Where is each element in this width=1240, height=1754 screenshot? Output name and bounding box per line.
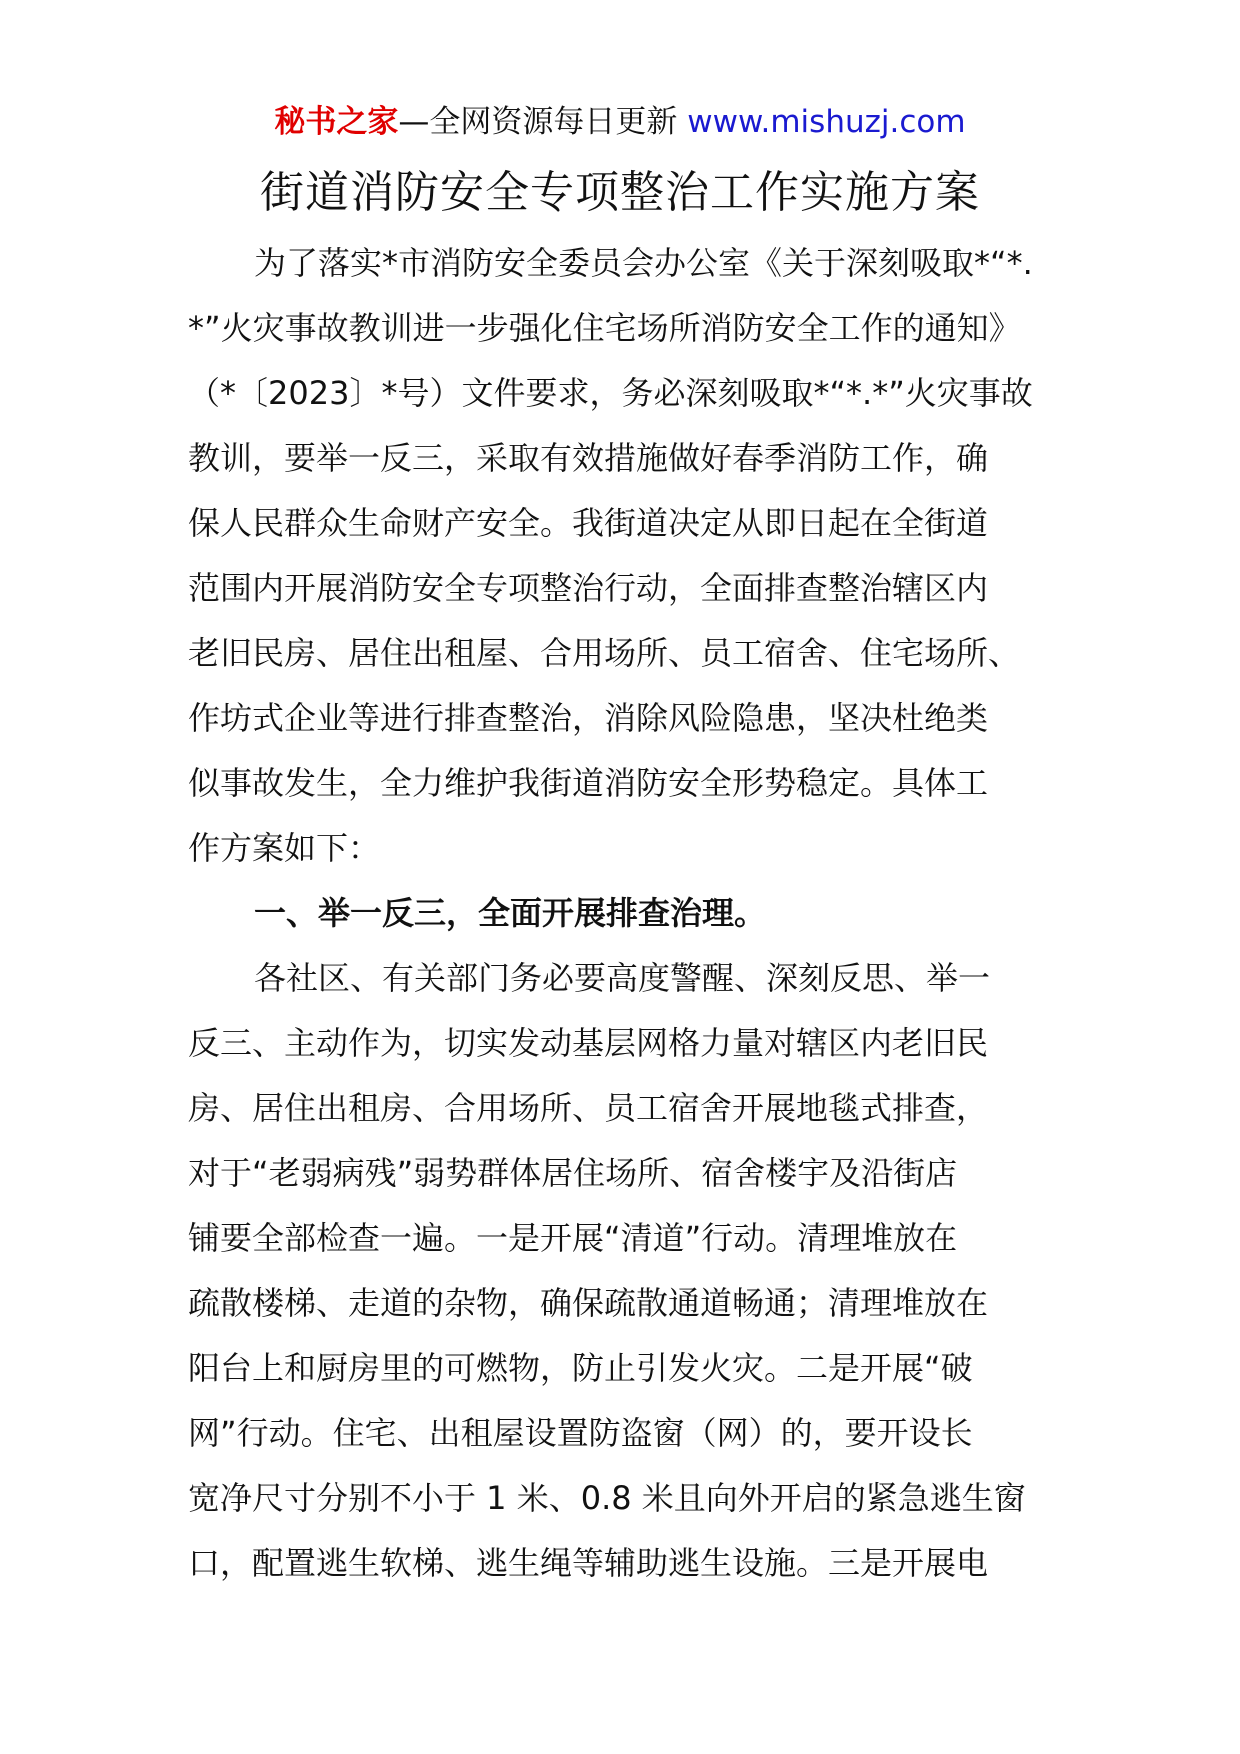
paragraph-line: 教训，要举一反三，采取有效措施做好春季消防工作，确 — [188, 439, 989, 477]
site-brand: 秘书之家 — [274, 104, 399, 140]
site-header — [0, 100, 1240, 144]
paragraph-line: 房、居住出租房、合用场所、员工宿舍开展地毯式排查， — [188, 1089, 989, 1127]
paragraph-line: 铺要全部检查一遍。一是开展“清道”行动。清理堆放在 — [188, 1219, 958, 1257]
paragraph-line: 老旧民房、居住出租屋、合用场所、员工宿舍、住宅场所、 — [188, 634, 1021, 672]
document-body — [188, 231, 1068, 1596]
document-title: 街道消防安全专项整治工作实施方案 — [260, 167, 980, 218]
paragraph-line: 疏散楼梯、走道的杂物，确保疏散通道畅通；清理堆放在 — [188, 1284, 989, 1322]
paragraph-line: 口，配置逃生软梯、逃生绳等辅助逃生设施。三是开展电 — [188, 1544, 989, 1582]
paragraph-line: 对于“老弱病残”弱势群体居住场所、宿舍楼宇及沿街店 — [188, 1154, 958, 1192]
paragraph-line: 宽净尺寸分别不小于 1 米、0.8 米且向外开启的紧急逃生窗 — [188, 1479, 1026, 1517]
paragraph-line: 为了落实*市消防安全委员会办公室《关于深刻吸取*“*. — [254, 244, 1033, 282]
paragraph-line: 范围内开展消防安全专项整治行动，全面排查整治辖区内 — [188, 569, 989, 607]
section-heading: 一、举一反三，全面开展排查治理。 — [254, 894, 767, 932]
paragraph-line: 网”行动。住宅、出租屋设置防盗窗（网）的，要开设长 — [188, 1414, 973, 1452]
paragraph-line: 阳台上和厨房里的可燃物，防止引发火灾。二是开展“破 — [188, 1349, 973, 1387]
paragraph-line: 似事故发生，全力维护我街道消防安全形势稳定。具体工 — [188, 764, 989, 802]
paragraph-line: 各社区、有关部门务必要高度警醒、深刻反思、举一 — [254, 959, 991, 997]
paragraph-line: 保人民群众生命财产安全。我街道决定从即日起在全街道 — [188, 504, 989, 542]
paragraph-line: 作坊式企业等进行排查整治，消除风险隐患，坚决杜绝类 — [188, 699, 989, 737]
paragraph-line: *”火灾事故教训进一步强化住宅场所消防安全工作的通知》 — [188, 309, 1021, 347]
paragraph-line: （*〔2023〕*号）文件要求，务必深刻吸取*“*.*”火灾事故 — [188, 374, 1033, 412]
paragraph-line: 作方案如下： — [188, 829, 381, 867]
paragraph-line: 反三、主动作为，切实发动基层网格力量对辖区内老旧民 — [188, 1024, 989, 1062]
site-slogan: —全网资源每日更新 — [398, 104, 688, 140]
site-url-link[interactable]: www.mishuzj.com — [687, 104, 966, 140]
